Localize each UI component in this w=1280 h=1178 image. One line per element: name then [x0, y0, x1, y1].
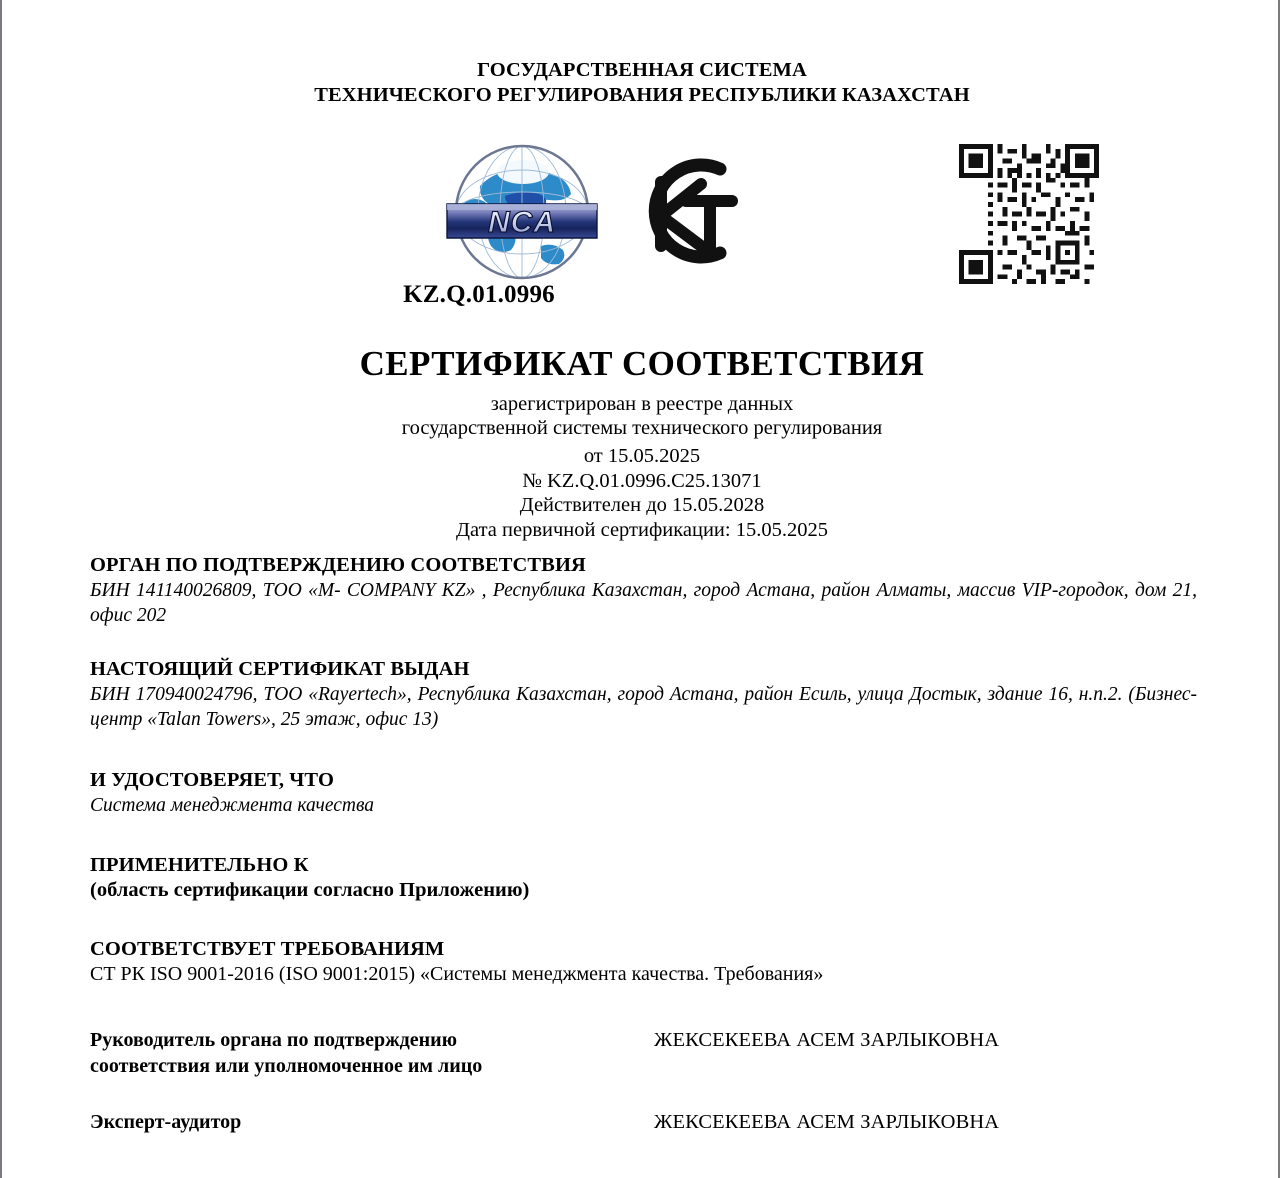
certifies-heading: И УДОСТОВЕРЯЕТ, ЧТО	[90, 769, 334, 791]
certificate-number: № KZ.Q.01.0996.C25.13071	[522, 469, 762, 492]
issued-to-heading: НАСТОЯЩИЙ СЕРТИФИКАТ ВЫДАН	[90, 658, 470, 680]
subtitle-line-1: зарегистрирован в реестре данных	[490, 393, 794, 415]
valid-until: Действителен до 15.05.2028	[519, 494, 765, 516]
certifies-section	[90, 768, 1197, 818]
page-subtitle	[2, 393, 1280, 440]
certification-body-section	[90, 553, 1197, 628]
page-header	[2, 58, 1280, 108]
nca-wordmark: NCA	[488, 206, 556, 239]
header-line-1: ГОСУДАРСТВЕННАЯ СИСТЕМА	[477, 59, 807, 81]
certifies-text: Система менеджмента качества	[90, 795, 375, 816]
standard-section	[90, 937, 1197, 987]
header-line-2: ТЕХНИЧЕСКОГО РЕГУЛИРОВАНИЯ РЕСПУБЛИКИ КАЗАХСТАН	[314, 84, 970, 106]
accreditation-code: KZ.Q.01.0996	[403, 281, 555, 308]
qr-code	[959, 144, 1099, 284]
issued-to-section	[90, 657, 1197, 732]
standard-heading: СООТВЕТСТВУЕТ ТРЕБОВАНИЯМ	[90, 938, 445, 960]
logo-row	[2, 136, 1280, 296]
certification-body-details: БИН 141140026809, ТОО «M- COMPANY KZ» , Республика Казахстан, город Астана, район Алматы, массив VIP-городок, дом 21, офис 202	[90, 580, 1197, 626]
signature-block	[90, 1027, 1197, 1137]
subtitle-line-2: государственной системы технического регулирования	[401, 416, 883, 439]
nca-globe-logo	[445, 142, 600, 282]
signature-name-auditor: ЖЕКСЕКЕЕВА АСЕМ ЗАРЛЫКОВНА	[654, 1111, 1000, 1133]
signature-role-head-line-1: Руководитель органа по подтверждению	[90, 1029, 457, 1051]
scope-heading: ПРИМЕНИТЕЛЬНО К	[90, 854, 309, 876]
certification-body-heading: ОРГАН ПО ПОДТВЕРЖДЕНИЮ СООТВЕТСТВИЯ	[90, 554, 586, 576]
page-title: СЕРТИФИКАТ СООТВЕТСТВИЯ	[359, 344, 925, 383]
signature-row-auditor	[90, 1109, 1197, 1137]
signature-role-head	[90, 1027, 650, 1079]
initial-certification-date: Дата первичной сертификации: 15.05.2025	[456, 518, 828, 541]
standard-reference: СТ РК ISO 9001-2016 (ISO 9001:2015) «Системы менеджмента качества. Требования»	[90, 963, 824, 985]
signature-role-auditor	[90, 1109, 650, 1135]
issued-to-details: БИН 170940024796, ТОО «Rayertech», Республика Казахстан, город Астана, район Есиль, улица Достык, здание 16, н.п.2. (Бизнес-центр «Talan Towers», 25 этаж, офис 13)	[90, 684, 1197, 730]
signature-row-head	[90, 1027, 1197, 1079]
signature-role-auditor-line-1: Эксперт-аудитор	[90, 1111, 242, 1133]
scope-subheading: (область сертификации согласно Приложению)	[90, 879, 530, 901]
signature-role-head-line-2: соответствия или уполномоченное им лицо	[90, 1055, 483, 1077]
signature-name-head: ЖЕКСЕКЕЕВА АСЕМ ЗАРЛЫКОВНА	[654, 1029, 1000, 1051]
ct-kz-conformity-mark-icon	[617, 142, 752, 280]
registration-details	[2, 444, 1280, 542]
issue-date: от 15.05.2025	[583, 445, 701, 467]
scope-section	[90, 853, 1197, 903]
